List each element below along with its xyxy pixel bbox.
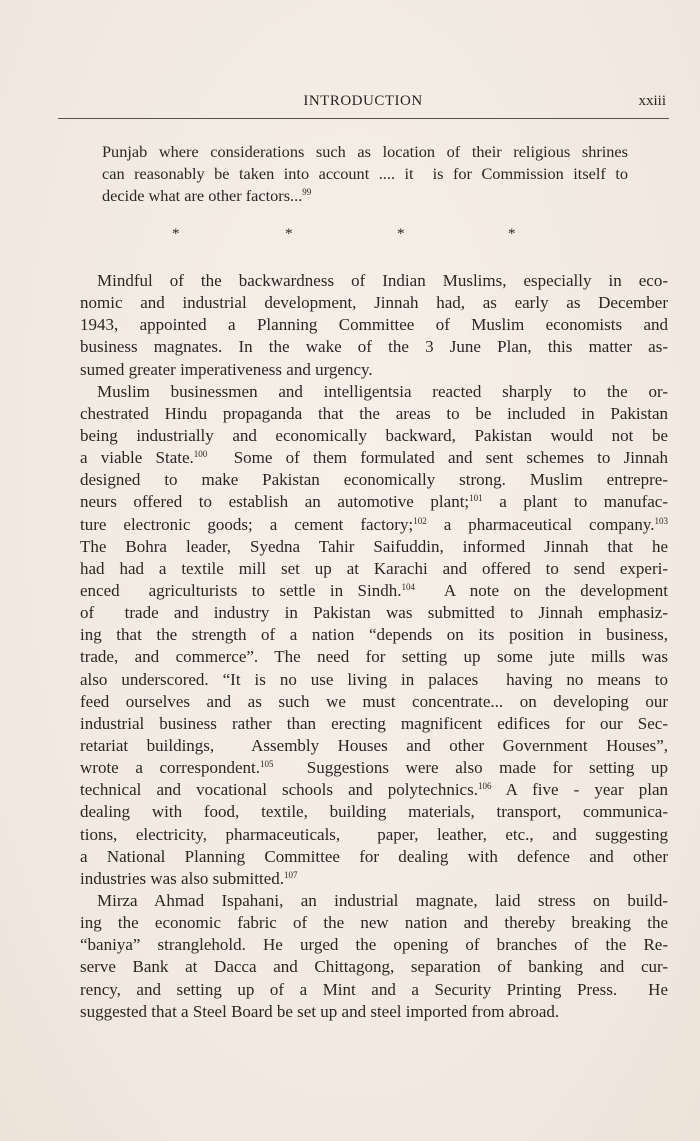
text-line: trade, and commerce”. The need for setting up some jute mills was [80, 647, 668, 667]
text-line: a National Planning Committee for dealing with defence and other [80, 846, 668, 866]
text-line: Mirza Ahmad Ispahani, an industrial magnate, laid stress on build- [97, 890, 668, 910]
text-line: business magnates. In the wake of the 3 June Plan, this matter as- [80, 337, 668, 357]
footnote-ref: 102 [413, 515, 427, 526]
text-line: decide what are other factors...$^{99}$ [102, 186, 312, 206]
asterisk: * [285, 226, 293, 242]
text-line: neurs offered to establish an automotive plant;$^{101}$ a plant to manufac- [80, 492, 668, 512]
block-quote [102, 141, 628, 207]
text-line: technical and vocational schools and polytechnics.$^{106}$ A five - year plan [80, 780, 668, 800]
footnote-ref: 99 [302, 187, 312, 198]
text-line: can reasonably be taken into account .... it is for Commission itself to [102, 164, 628, 184]
text-line: retariat buildings, Assembly Houses and other Government Houses”, [80, 735, 668, 755]
text-line: ing that the strength of a nation “depends on its position in business, [80, 625, 668, 645]
text-line: chestrated Hindu propaganda that the areas to be included in Pakistan [80, 403, 668, 423]
text-line: a viable State.$^{100}$ Some of them formulated and sent schemes to Jinnah [80, 448, 669, 468]
text-line: ing the economic fabric of the new nation and thereby breaking the [80, 913, 668, 933]
footnote-ref: 105 [260, 759, 274, 770]
footnote-ref: 104 [401, 581, 415, 592]
header-rule [58, 118, 669, 119]
footnote-ref: 106 [477, 781, 492, 792]
footnote-ref: 107 [283, 869, 298, 880]
text-line: rency, and setting up of a Mint and a Security Printing Press. He [80, 979, 668, 999]
text-line: had had a textile mill set up at Karachi and offered to send experi- [80, 558, 668, 578]
text-line: being industrially and economically backward, Pakistan would not be [80, 425, 668, 445]
text-line: ture electronic goods; a cement factory;$^{102}$ a pharmaceutical company.$^{103}$ [80, 514, 668, 534]
text-line: designed to make Pakistan economically strong. Muslim entrepre- [80, 470, 668, 490]
text-line: serve Bank at Dacca and Chittagong, separation of banking and cur- [80, 957, 668, 977]
text-line: also underscored. “It is no use living in palaces having no means to [80, 669, 668, 689]
text-line: Punjab where considerations such as location of their religious shrines [102, 142, 628, 161]
text-line: Mindful of the backwardness of Indian Muslims, especially in eco- [97, 271, 668, 290]
body-text [80, 270, 668, 1023]
footnote-ref: 100 [193, 449, 208, 460]
text-line: industries was also submitted.$^{107}$ [80, 868, 298, 888]
paragraph [80, 270, 668, 381]
footnote-ref: 101 [469, 493, 483, 504]
chapter-title: INTRODUCTION [303, 93, 423, 109]
text-line: of trade and industry in Pakistan was submitted to Jinnah emphasiz- [80, 603, 668, 623]
text-line: The Bohra leader, Syedna Tahir Saifuddin, informed Jinnah that he [80, 536, 668, 556]
asterisk: * [508, 226, 516, 242]
paragraph [80, 381, 668, 890]
asterisk: * [397, 226, 405, 242]
footnote-ref: 103 [654, 515, 668, 526]
text-line: industrial business rather than erecting magnificent edifices for our Sec- [80, 713, 668, 733]
text-line: 1943, appointed a Planning Committee of Muslim economists and [80, 315, 668, 335]
text-line: suggested that a Steel Board be set up and steel imported from abroad. [80, 1001, 560, 1021]
text-line: enced agriculturists to settle in Sindh.$^{104}$ A note on the development [80, 580, 668, 600]
asterisk: * [172, 226, 180, 242]
text-line: feed ourselves and as such we must concentrate... on developing our [80, 691, 668, 711]
paragraph [80, 890, 668, 1023]
text-line: “baniya” stranglehold. He urged the opening of branches of the Re- [80, 935, 668, 955]
text-line: dealing with food, textile, building materials, transport, communica- [80, 802, 668, 822]
text-line: nomic and industrial development, Jinnah had, as early as December [80, 293, 668, 313]
running-head [58, 91, 668, 113]
page-number: xxiii [638, 93, 666, 109]
text-line: tions, electricity, pharmaceuticals, paper, leather, etc., and suggesting [80, 824, 668, 844]
text-line: wrote a correspondent.$^{105}$ Suggestions were also made for setting up [80, 758, 668, 778]
text-line: Muslim businessmen and intelligentsia reacted sharply to the or- [97, 381, 668, 401]
text-line: sumed greater imperativeness and urgency. [80, 359, 373, 379]
